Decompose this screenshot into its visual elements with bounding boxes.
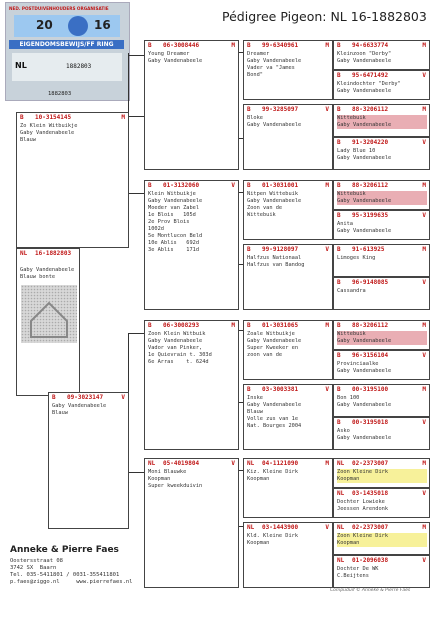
pigeon-box-ffm[interactable]: B 99-3285097 V Bloke Gaby Vandenabeele: [243, 104, 333, 170]
pigeon-box-g7[interactable]: B 91-613925 M Limoges King: [333, 244, 430, 277]
pigeon-box-g11[interactable]: B 00-3195100 M Bon 100 Gaby Vandenabeele: [333, 384, 430, 417]
pigeon-photo-placeholder: [21, 285, 77, 343]
pigeon-box-mfm[interactable]: B 03-3003381 V Inske Gaby Vandenabeele Blauw Volle zus van 1e Nat. Bourges 2004: [243, 384, 333, 450]
pigeon-box-mmm[interactable]: NL 03-1443900 V Kld. Kleine Dirk Koopman: [243, 522, 333, 588]
sticker-country: NL: [15, 61, 27, 70]
owner-name: Anneke & Pierre Faes: [10, 545, 119, 555]
pigeon-box-mf[interactable]: B 06-3008293 M Zoon Klein Witbuik Gaby Vandenabeele Vador van Pinker, 1e Quievrain t. 303d 6e Arras t. 624d: [144, 320, 239, 450]
pigeon-box-fmf[interactable]: B 01-3031001 M Nitpen Wittebuik Gaby Vandenabeele Zoon van de Wittebuik: [243, 180, 333, 240]
pigeon-box-g3[interactable]: B 88-3206112 M Wittebuik Gaby Vandenabeele: [333, 104, 430, 137]
copyright-footer: Compuduif © Anneke & Pierre Faes: [330, 588, 411, 593]
pigeon-box-main[interactable]: NL 16-1882803 Gaby Vandenabeele Blauw bonte: [16, 248, 80, 396]
sticker-bottom-number: 1882803: [48, 91, 72, 97]
pigeon-box-g10[interactable]: B 96-3156104 V Provinciaalke Gaby Vandenabeele: [333, 350, 430, 380]
owner-city: 3742 SX Baarn: [10, 565, 57, 571]
sticker-org: NED. POSTDUIVENHOUDERS ORGANISATIE: [9, 6, 109, 11]
pigeon-box-g16[interactable]: NL 01-2096038 V Dochter De WK C.Beijtens: [333, 555, 430, 588]
pigeon-box-mmf[interactable]: NL 04-1121090 M Kiz. Kleine Dirk Koopman: [243, 458, 333, 518]
pigeon-box-g4[interactable]: B 91-3204220 V Lady Blue 10 Gaby Vandenabeele: [333, 137, 430, 170]
pigeon-box-g6[interactable]: B 95-3199635 V Anita Gaby Vandenabeele: [333, 210, 430, 240]
pigeon-box-g12[interactable]: B 00-3195018 V Asko Gaby Vandenabeele: [333, 417, 430, 450]
owner-info: [10, 545, 140, 586]
owner-web[interactable]: p.faes@ziggo.nl www.pierrefaes.nl: [10, 579, 133, 585]
sticker-year-right: 16: [94, 18, 111, 32]
pigeon-box-fff[interactable]: B 99-6340961 M Dreamer Gaby Vandenabeele Vader va "James Bond": [243, 40, 333, 100]
pigeon-box-mother[interactable]: B 09-3023147 V Gaby Vandenabeele Blauw: [48, 392, 129, 529]
pigeon-box-mm[interactable]: NL 05-4019804 V Moni Blauwke Koopman Super kweekduivin: [144, 458, 239, 588]
pigeon-box-g5[interactable]: B 88-3206112 M Wittebuik Gaby Vandenabeele: [333, 180, 430, 210]
owner-phone: Tel. 035-5411801 / 0031-355411801: [10, 572, 120, 578]
pigeon-box-fmm[interactable]: B 99-9128097 V Halfzus Nationaal Halfzus van Bandog: [243, 244, 333, 310]
pigeon-box-g9[interactable]: B 88-3206112 M Wittebuik Gaby Vandenabeele: [333, 320, 430, 350]
pigeon-box-father[interactable]: B 10-3154145 M Zo Klein Witbuikje Gaby Vandenabeele Blauw: [16, 112, 129, 248]
ownership-sticker: [5, 2, 130, 101]
pigeon-box-ff[interactable]: B 06-3008446 M Young Dreamer Gaby Vandenabeele: [144, 40, 239, 170]
sticker-band: EIGENDOMSBEWIJS/FF RING: [9, 40, 124, 49]
pigeon-box-fm[interactable]: B 01-3132060 V Klein Witbuikje Gaby Vandenabeele Moeder van Zabel 1e Blois 105d 2e Prov Blois 1002d 5e Montlucon Beld 10e Ablis 692d 3e Ablis 171d: [144, 180, 239, 310]
pigeon-box-g2[interactable]: B 95-6471492 V Kleindochter "Derby" Gaby Vandenabeele: [333, 70, 430, 100]
pigeon-box-mff[interactable]: B 01-3031065 M Zoale Witbuikje Gaby Vandenabeele Super Kweeker en zoon van de: [243, 320, 333, 380]
page-title: Pédigree Pigeon: NL 16-1882803: [222, 9, 427, 24]
pigeon-box-g1[interactable]: B 94-6633774 M Kleinzoon "Derby" Gaby Vandenabeele: [333, 40, 430, 70]
sticker-year-circle: [68, 16, 88, 36]
pigeon-box-g14[interactable]: NL 03-1435018 V Dochter Lowieke Jeessen Arendonk: [333, 488, 430, 518]
sticker-year-left: 20: [36, 18, 53, 32]
owner-street: Oostersstraat 08: [10, 558, 63, 564]
pigeon-box-g15[interactable]: NL 02-2373007 M Zoon Kleine Dirk Koopman: [333, 522, 430, 555]
sticker-ring: 1882803: [66, 63, 92, 70]
pigeon-box-g8[interactable]: B 96-9148085 V Cassandra: [333, 277, 430, 310]
pigeon-box-g13[interactable]: NL 02-2373007 M Zoon Kleine Dirk Koopman: [333, 458, 430, 488]
